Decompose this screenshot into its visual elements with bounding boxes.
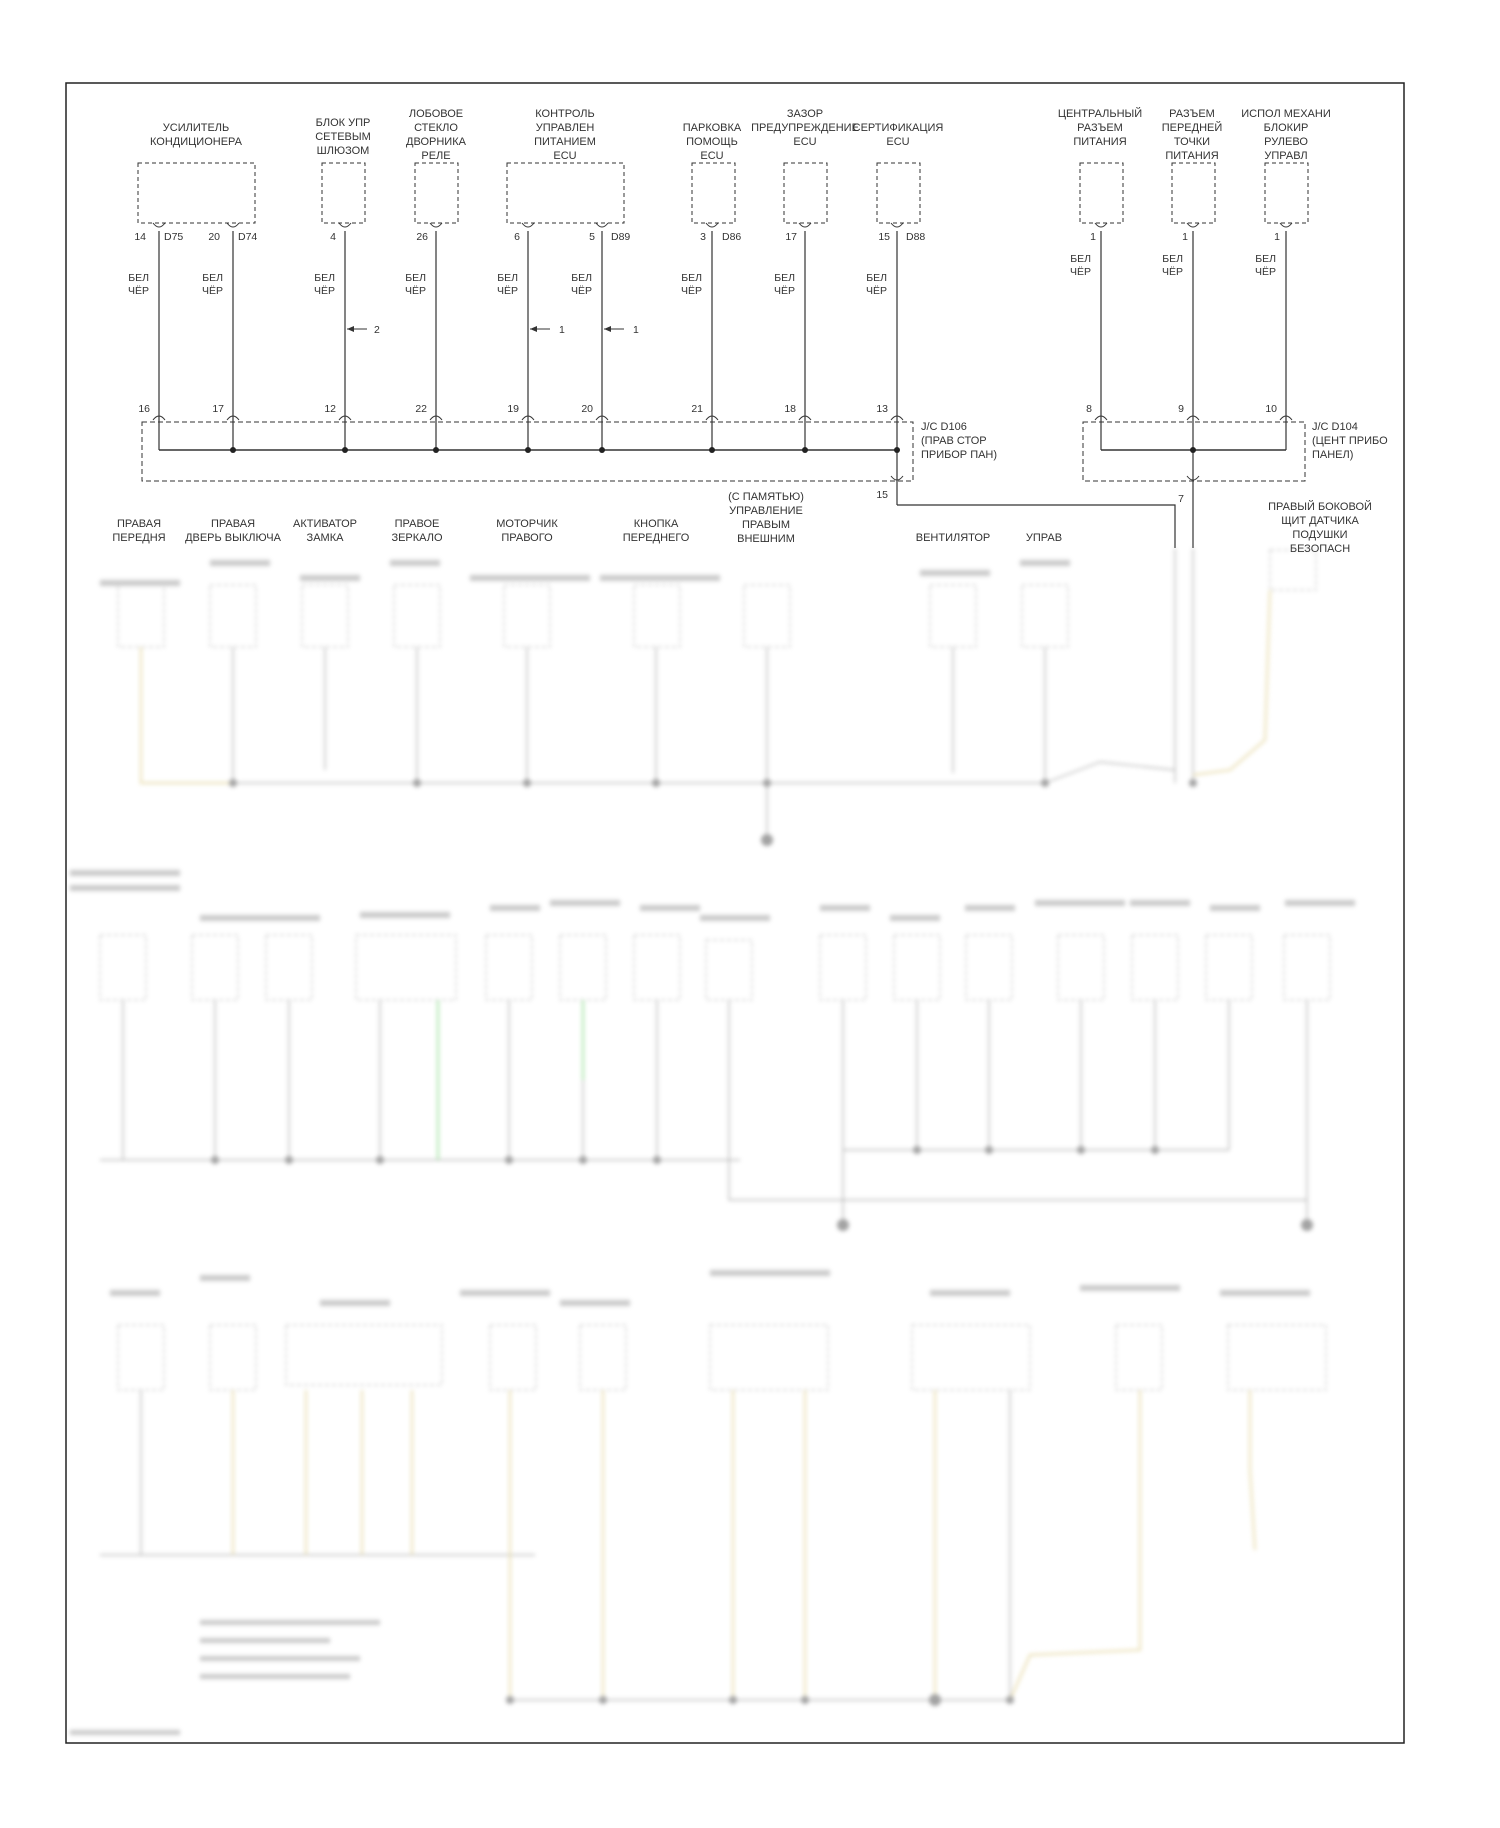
component-label-c6 <box>751 108 859 148</box>
component-label-c10 <box>1241 108 1331 162</box>
pin-number: 1 <box>1182 231 1188 243</box>
component-label-r5 <box>496 518 558 544</box>
component-label-c9 <box>1162 108 1223 162</box>
wire-color-label <box>866 272 887 297</box>
terminal-cup <box>799 223 811 227</box>
component-box-c1 <box>138 163 255 223</box>
component-box-c3 <box>415 163 458 223</box>
component-label-r1 <box>112 518 165 544</box>
svg-text:9: 9 <box>1178 403 1184 415</box>
junction-connector-d106 <box>138 403 997 505</box>
terminal-cup <box>706 223 718 227</box>
svg-text:ДВОРНИКА: ДВОРНИКА <box>406 136 466 148</box>
component-box-c5 <box>692 163 735 223</box>
wire-color-label <box>774 272 795 297</box>
svg-text:ПРАВОГО: ПРАВОГО <box>501 532 553 544</box>
junction-connector-d104 <box>1083 403 1388 505</box>
pin-number: 17 <box>785 231 797 243</box>
svg-text:СТЕКЛО: СТЕКЛО <box>414 122 458 134</box>
svg-text:БЕЛ: БЕЛ <box>681 272 702 284</box>
component-label-c1 <box>150 122 243 148</box>
svg-text:1: 1 <box>633 324 639 336</box>
svg-text:ЗАЗОР: ЗАЗОР <box>786 108 824 120</box>
wire-color-label <box>571 272 592 297</box>
svg-text:ИСПОЛ МЕХАНИ: ИСПОЛ МЕХАНИ <box>1241 108 1331 120</box>
svg-text:СЕТЕВЫМ: СЕТЕВЫМ <box>315 131 371 143</box>
component-label-r10 <box>1268 500 1372 555</box>
component-box-c2 <box>322 163 365 223</box>
svg-text:ПИТАНИЯ: ПИТАНИЯ <box>1073 136 1127 148</box>
svg-text:ТОЧКИ: ТОЧКИ <box>1173 136 1211 148</box>
component-label-c4 <box>534 108 596 162</box>
svg-text:ДВЕРЬ ВЫКЛЮЧА: ДВЕРЬ ВЫКЛЮЧА <box>185 532 281 544</box>
svg-text:J/C D106: J/C D106 <box>921 421 967 433</box>
svg-text:БЛОК УПР: БЛОК УПР <box>315 117 371 129</box>
component-box-c8 <box>1080 163 1123 223</box>
pin-number: 5 <box>589 231 595 243</box>
component-label-r9 <box>1026 532 1062 544</box>
svg-text:ЧЁР: ЧЁР <box>773 285 795 297</box>
svg-text:БЕЛ: БЕЛ <box>866 272 887 284</box>
svg-text:ЧЁР: ЧЁР <box>496 285 518 297</box>
svg-text:ЧЁР: ЧЁР <box>1161 266 1183 278</box>
wire-color-label <box>497 272 518 297</box>
terminal-cup <box>339 223 351 227</box>
component-label-c8 <box>1058 107 1142 148</box>
svg-text:ПЕРЕДНЯ: ПЕРЕДНЯ <box>112 532 166 544</box>
svg-text:БЕЛ: БЕЛ <box>774 272 795 284</box>
wire-color-label <box>128 272 149 297</box>
svg-text:КОНДИЦИОНЕРА: КОНДИЦИОНЕРА <box>150 136 242 148</box>
svg-text:УПРАВ: УПРАВ <box>1025 532 1063 544</box>
svg-text:18: 18 <box>784 403 796 415</box>
blurred-diagram-area <box>62 548 1412 1748</box>
svg-text:ПРЕДУПРЕЖДЕНИЕ: ПРЕДУПРЕЖДЕНИЕ <box>751 122 859 134</box>
connector-id: D89 <box>611 231 631 243</box>
svg-text:УПРАВЛЕН: УПРАВЛЕН <box>535 122 595 134</box>
svg-text:ПОДУШКИ: ПОДУШКИ <box>1292 529 1348 541</box>
svg-text:ПЕРЕДНЕГО: ПЕРЕДНЕГО <box>622 532 690 544</box>
terminal-cup <box>153 223 165 227</box>
pin-number: 26 <box>416 231 428 243</box>
terminal-cup <box>1095 223 1107 227</box>
svg-text:ЧЁР: ЧЁР <box>201 285 223 297</box>
pin-number: 4 <box>330 231 336 243</box>
svg-text:ЦЕНТРАЛЬНЫЙ: ЦЕНТРАЛЬНЫЙ <box>1057 108 1143 120</box>
svg-text:БЕЛ: БЕЛ <box>128 272 149 284</box>
svg-text:РУЛЕВО: РУЛЕВО <box>1264 136 1308 148</box>
pin-number: 20 <box>208 231 220 243</box>
pin-number: 6 <box>514 231 520 243</box>
svg-text:БЕЛ: БЕЛ <box>1070 253 1091 265</box>
svg-text:8: 8 <box>1086 403 1092 415</box>
svg-text:ECU: ECU <box>886 136 910 148</box>
pin-number: 1 <box>1274 231 1280 243</box>
svg-text:ЧЁР: ЧЁР <box>127 285 149 297</box>
terminal-cup <box>522 223 534 227</box>
wire-color-label <box>681 272 702 297</box>
component-label-r3 <box>293 518 357 544</box>
connector-id: D75 <box>164 231 184 243</box>
pin-number: 14 <box>134 231 146 243</box>
svg-text:ECU: ECU <box>553 150 577 162</box>
terminal-cup <box>1187 223 1199 227</box>
pin-number: 3 <box>700 231 706 243</box>
svg-text:1: 1 <box>559 324 565 336</box>
svg-text:АКТИВАТОР: АКТИВАТОР <box>293 518 357 530</box>
svg-text:СЕРТИФИКАЦИЯ: СЕРТИФИКАЦИЯ <box>852 122 944 134</box>
svg-text:ECU: ECU <box>700 150 724 162</box>
component-label-r2 <box>185 518 282 544</box>
pin-number: 1 <box>1090 231 1096 243</box>
svg-text:ПРАВЫМ: ПРАВЫМ <box>741 519 791 531</box>
wire-color-label <box>1162 253 1183 278</box>
component-label-r8 <box>916 532 991 544</box>
component-box-c10 <box>1265 163 1308 223</box>
wire-color-label <box>202 272 223 297</box>
svg-text:ВНЕШНИМ: ВНЕШНИМ <box>737 533 795 545</box>
svg-text:ЛОБОВОЕ: ЛОБОВОЕ <box>408 108 464 120</box>
svg-text:22: 22 <box>415 403 427 415</box>
component-box-c6 <box>784 163 827 223</box>
svg-text:РАЗЪЕМ: РАЗЪЕМ <box>1077 122 1123 134</box>
svg-text:17: 17 <box>212 403 224 415</box>
svg-text:ЩИТ ДАТЧИКА: ЩИТ ДАТЧИКА <box>1281 515 1359 527</box>
svg-text:ПРАВАЯ: ПРАВАЯ <box>210 518 256 530</box>
svg-text:19: 19 <box>507 403 519 415</box>
svg-text:ЧЁР: ЧЁР <box>1069 266 1091 278</box>
svg-text:ПРАВАЯ: ПРАВАЯ <box>116 518 162 530</box>
svg-text:ПИТАНИЯ: ПИТАНИЯ <box>1165 150 1219 162</box>
svg-text:ЧЁР: ЧЁР <box>313 285 335 297</box>
svg-text:ЧЁР: ЧЁР <box>404 285 426 297</box>
svg-text:21: 21 <box>691 403 703 415</box>
svg-text:БЕЛ: БЕЛ <box>497 272 518 284</box>
svg-text:БЕЛ: БЕЛ <box>405 272 426 284</box>
svg-text:(С ПАМЯТЬЮ): (С ПАМЯТЬЮ) <box>728 491 804 503</box>
svg-text:БЕЛ: БЕЛ <box>1162 253 1183 265</box>
component-label-r4 <box>391 518 443 544</box>
svg-text:БЕЛ: БЕЛ <box>202 272 223 284</box>
component-label-c5 <box>683 122 742 162</box>
terminal-cup <box>1280 223 1292 227</box>
svg-text:ПРАВОЕ: ПРАВОЕ <box>394 518 440 530</box>
svg-text:ЧЁР: ЧЁР <box>865 285 887 297</box>
connector-id: D86 <box>722 231 742 243</box>
svg-text:КОНТРОЛЬ: КОНТРОЛЬ <box>535 108 595 120</box>
svg-text:ЧЁР: ЧЁР <box>570 285 592 297</box>
svg-text:7: 7 <box>1178 493 1184 505</box>
component-box-c4 <box>507 163 624 223</box>
svg-text:УПРАВЛ: УПРАВЛ <box>1264 150 1308 162</box>
svg-text:ШЛЮЗОМ: ШЛЮЗОМ <box>316 145 370 157</box>
svg-text:РЕЛЕ: РЕЛЕ <box>421 150 451 162</box>
svg-text:МОТОРЧИК: МОТОРЧИК <box>496 518 558 530</box>
svg-text:ПИТАНИЕМ: ПИТАНИЕМ <box>534 136 596 148</box>
component-label-r6 <box>623 518 690 544</box>
component-label-c7 <box>853 122 944 148</box>
svg-text:16: 16 <box>138 403 150 415</box>
svg-text:ПАРКОВКА: ПАРКОВКА <box>682 122 742 134</box>
terminal-cup <box>227 223 239 227</box>
svg-text:ЗАМКА: ЗАМКА <box>306 532 344 544</box>
svg-text:БЛОКИР: БЛОКИР <box>1263 122 1309 134</box>
component-label-c3 <box>406 108 467 162</box>
svg-text:БЕЛ: БЕЛ <box>571 272 592 284</box>
wire-color-label <box>405 272 426 297</box>
svg-text:ПЕРЕДНЕЙ: ПЕРЕДНЕЙ <box>1161 122 1223 134</box>
svg-text:ECU: ECU <box>793 136 817 148</box>
connector-id: D74 <box>238 231 258 243</box>
svg-text:БЕЛ: БЕЛ <box>1255 253 1276 265</box>
svg-text:ЧЁР: ЧЁР <box>680 285 702 297</box>
pin-number: 15 <box>878 231 890 243</box>
component-box-c9 <box>1172 163 1215 223</box>
svg-text:ПАНЕЛ): ПАНЕЛ) <box>1312 449 1354 461</box>
svg-text:10: 10 <box>1265 403 1277 415</box>
wire-color-label <box>314 272 335 297</box>
svg-text:(ПРАВ СТОР: (ПРАВ СТОР <box>921 435 987 447</box>
connector-id: D88 <box>906 231 926 243</box>
component-label-r7 <box>728 491 804 545</box>
svg-text:ПРАВЫЙ БОКОВОЙ: ПРАВЫЙ БОКОВОЙ <box>1268 501 1372 513</box>
svg-text:20: 20 <box>581 403 593 415</box>
svg-text:12: 12 <box>324 403 336 415</box>
reference-arrow <box>604 324 639 336</box>
svg-text:БЕЛ: БЕЛ <box>314 272 335 284</box>
reference-arrow <box>530 324 565 336</box>
wire-color-label <box>1070 253 1091 278</box>
svg-text:J/C D104: J/C D104 <box>1312 421 1358 433</box>
svg-text:ЧЁР: ЧЁР <box>1254 266 1276 278</box>
svg-text:ЗЕРКАЛО: ЗЕРКАЛО <box>391 532 443 544</box>
component-box-c7 <box>877 163 920 223</box>
svg-text:(ЦЕНТ ПРИБО: (ЦЕНТ ПРИБО <box>1312 435 1388 447</box>
terminal-cup <box>891 223 903 227</box>
svg-text:КНОПКА: КНОПКА <box>633 518 679 530</box>
svg-text:13: 13 <box>876 403 888 415</box>
svg-text:УПРАВЛЕНИЕ: УПРАВЛЕНИЕ <box>729 505 803 517</box>
svg-text:15: 15 <box>876 489 888 501</box>
svg-text:РАЗЪЕМ: РАЗЪЕМ <box>1169 108 1215 120</box>
svg-text:ПРИБОР ПАН): ПРИБОР ПАН) <box>921 449 998 461</box>
svg-text:ПОМОЩЬ: ПОМОЩЬ <box>686 136 738 148</box>
terminal-cup <box>430 223 442 227</box>
reference-arrow <box>347 324 380 336</box>
svg-text:2: 2 <box>374 324 380 336</box>
wire-color-label <box>1255 253 1276 278</box>
svg-text:БЕЗОПАСН: БЕЗОПАСН <box>1289 543 1351 555</box>
svg-text:ВЕНТИЛЯТОР: ВЕНТИЛЯТОР <box>915 532 991 544</box>
svg-text:УСИЛИТЕЛЬ: УСИЛИТЕЛЬ <box>162 122 230 134</box>
component-label-c2 <box>315 117 371 157</box>
terminal-cup <box>596 223 608 227</box>
